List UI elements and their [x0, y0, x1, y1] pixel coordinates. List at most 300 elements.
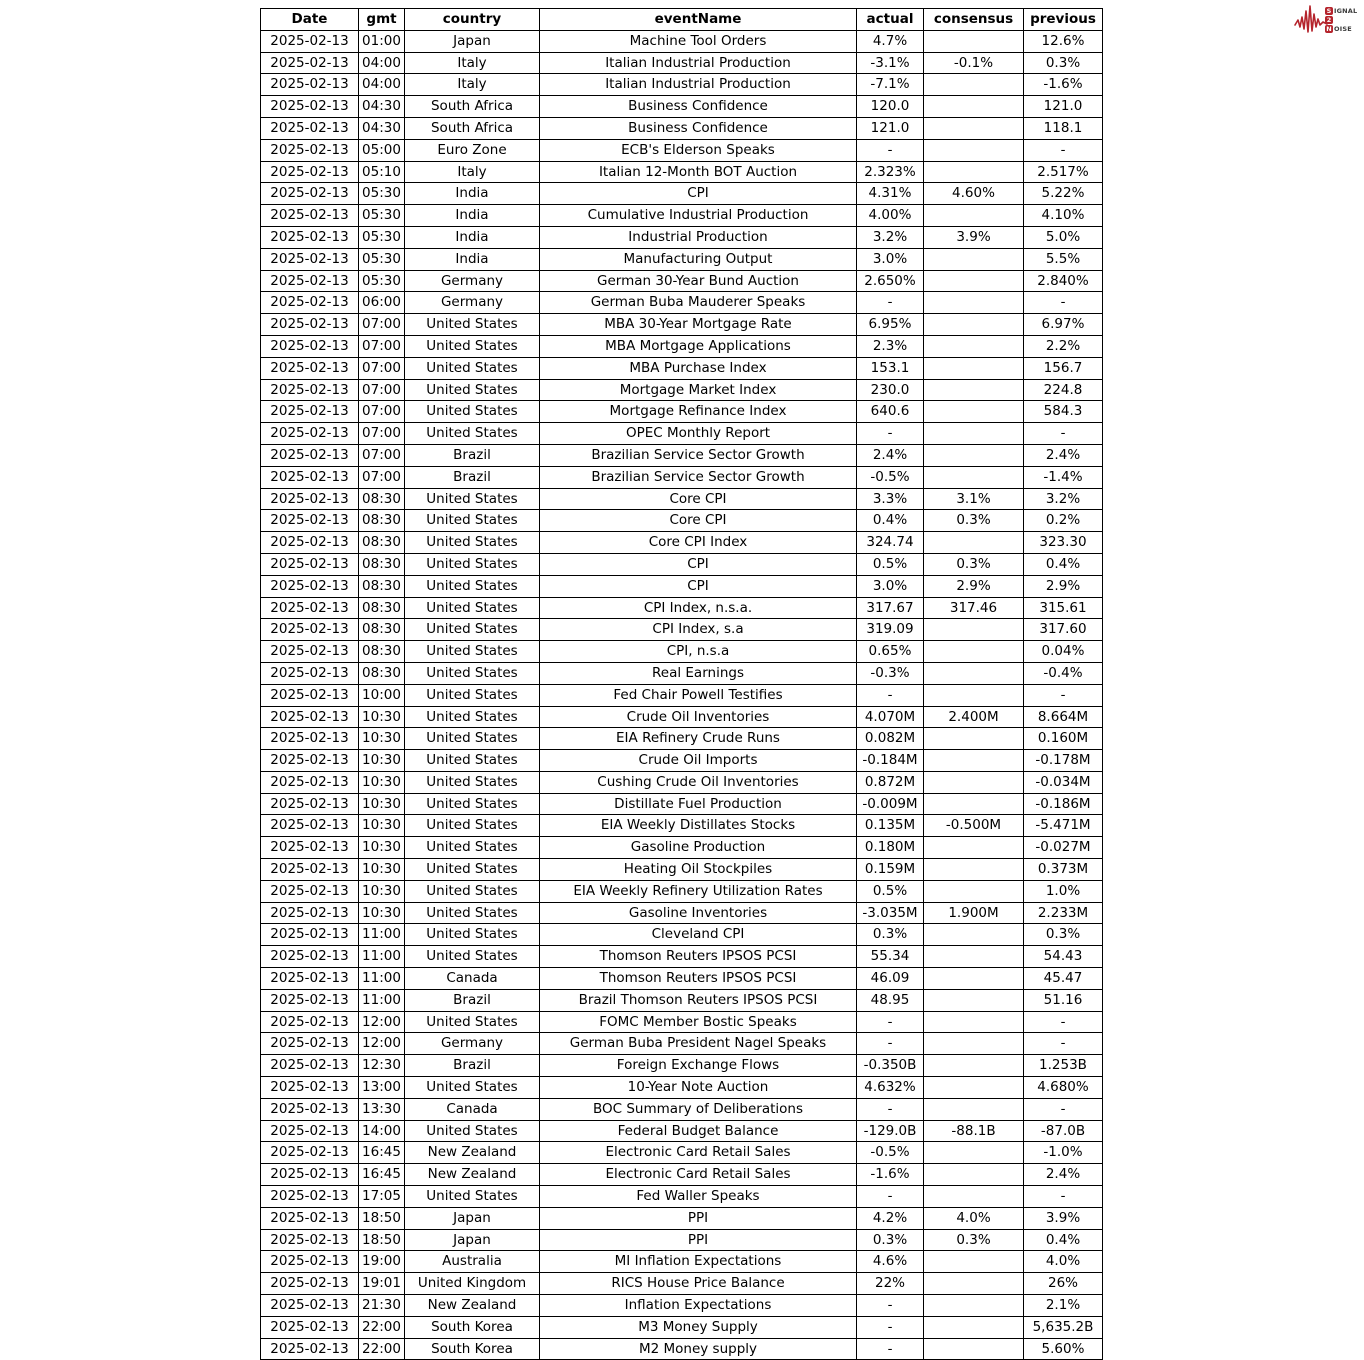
cell-event-name: Thomson Reuters IPSOS PCSI [540, 946, 857, 968]
table-row [261, 96, 1103, 118]
cell-date: 2025-02-13 [261, 335, 359, 357]
cell-gmt: 01:00 [359, 30, 405, 52]
cell-date: 2025-02-13 [261, 924, 359, 946]
cell-gmt: 05:30 [359, 270, 405, 292]
cell-event-name: Italian 12-Month BOT Auction [540, 161, 857, 183]
cell-gmt: 10:30 [359, 902, 405, 924]
cell-date: 2025-02-13 [261, 1338, 359, 1360]
cell-event-name: RICS House Price Balance [540, 1273, 857, 1295]
cell-actual: 6.95% [857, 314, 924, 336]
cell-event-name: Brazilian Service Sector Growth [540, 466, 857, 488]
cell-previous: 5.0% [1024, 226, 1103, 248]
cell-consensus: 0.3% [924, 553, 1024, 575]
column-header-event-name: eventName [540, 9, 857, 31]
table-row [261, 684, 1103, 706]
cell-gmt: 10:30 [359, 837, 405, 859]
cell-gmt: 14:00 [359, 1120, 405, 1142]
cell-previous: 2.1% [1024, 1295, 1103, 1317]
cell-event-name: M3 Money Supply [540, 1316, 857, 1338]
cell-consensus [924, 30, 1024, 52]
cell-gmt: 05:30 [359, 205, 405, 227]
cell-consensus [924, 1338, 1024, 1360]
table-row [261, 553, 1103, 575]
cell-date: 2025-02-13 [261, 117, 359, 139]
cell-actual: 640.6 [857, 401, 924, 423]
cell-consensus: 0.3% [924, 510, 1024, 532]
cell-date: 2025-02-13 [261, 1273, 359, 1295]
cell-country: United States [405, 641, 540, 663]
cell-gmt: 10:30 [359, 750, 405, 772]
cell-actual: -0.009M [857, 793, 924, 815]
cell-country: United States [405, 510, 540, 532]
cell-country: Japan [405, 1229, 540, 1251]
cell-actual: - [857, 423, 924, 445]
cell-gmt: 07:00 [359, 335, 405, 357]
cell-date: 2025-02-13 [261, 226, 359, 248]
cell-event-name: Italian Industrial Production [540, 74, 857, 96]
cell-previous: 2.4% [1024, 444, 1103, 466]
cell-actual: - [857, 1033, 924, 1055]
cell-actual: 3.0% [857, 248, 924, 270]
cell-consensus [924, 1098, 1024, 1120]
cell-country: New Zealand [405, 1295, 540, 1317]
cell-actual: - [857, 1011, 924, 1033]
cell-actual: 2.3% [857, 335, 924, 357]
table-row [261, 815, 1103, 837]
table-row [261, 1251, 1103, 1273]
cell-actual: 4.070M [857, 706, 924, 728]
cell-previous: -5.471M [1024, 815, 1103, 837]
cell-date: 2025-02-13 [261, 1316, 359, 1338]
cell-country: United States [405, 423, 540, 445]
logo-box-2: 2 [1326, 16, 1332, 24]
cell-consensus [924, 728, 1024, 750]
column-header-country: country [405, 9, 540, 31]
cell-date: 2025-02-13 [261, 488, 359, 510]
cell-event-name: Fed Chair Powell Testifies [540, 684, 857, 706]
cell-gmt: 07:00 [359, 357, 405, 379]
cell-event-name: MBA Mortgage Applications [540, 335, 857, 357]
economic-calendar-table [260, 8, 1103, 1360]
table-row [261, 1120, 1103, 1142]
cell-previous: 1.0% [1024, 880, 1103, 902]
waveform-icon [1294, 4, 1328, 36]
cell-actual: 4.7% [857, 30, 924, 52]
table-row [261, 619, 1103, 641]
cell-actual: 121.0 [857, 117, 924, 139]
cell-gmt: 08:30 [359, 553, 405, 575]
cell-gmt: 22:00 [359, 1316, 405, 1338]
cell-consensus [924, 750, 1024, 772]
cell-event-name: M2 Money supply [540, 1338, 857, 1360]
table-row [261, 248, 1103, 270]
table-row [261, 423, 1103, 445]
cell-event-name: EIA Refinery Crude Runs [540, 728, 857, 750]
table-row [261, 1273, 1103, 1295]
table-row [261, 1142, 1103, 1164]
cell-previous: 51.16 [1024, 989, 1103, 1011]
cell-previous: - [1024, 1186, 1103, 1208]
cell-previous: 0.3% [1024, 52, 1103, 74]
cell-actual: - [857, 1295, 924, 1317]
cell-gmt: 17:05 [359, 1186, 405, 1208]
cell-previous: 26% [1024, 1273, 1103, 1295]
cell-gmt: 07:00 [359, 466, 405, 488]
cell-gmt: 08:30 [359, 488, 405, 510]
cell-previous: 0.2% [1024, 510, 1103, 532]
cell-actual: - [857, 684, 924, 706]
cell-consensus [924, 1077, 1024, 1099]
cell-actual: -3.035M [857, 902, 924, 924]
cell-gmt: 04:00 [359, 52, 405, 74]
cell-gmt: 05:30 [359, 183, 405, 205]
cell-event-name: PPI [540, 1229, 857, 1251]
table-row [261, 74, 1103, 96]
cell-country: United States [405, 902, 540, 924]
cell-event-name: FOMC Member Bostic Speaks [540, 1011, 857, 1033]
cell-actual: 2.650% [857, 270, 924, 292]
cell-date: 2025-02-13 [261, 466, 359, 488]
cell-actual: -7.1% [857, 74, 924, 96]
cell-country: United States [405, 662, 540, 684]
cell-event-name: Thomson Reuters IPSOS PCSI [540, 968, 857, 990]
cell-consensus [924, 946, 1024, 968]
cell-previous: 12.6% [1024, 30, 1103, 52]
cell-country: United States [405, 859, 540, 881]
cell-country: United States [405, 553, 540, 575]
cell-consensus [924, 1011, 1024, 1033]
cell-country: Germany [405, 270, 540, 292]
cell-gmt: 13:30 [359, 1098, 405, 1120]
cell-event-name: Inflation Expectations [540, 1295, 857, 1317]
table-row [261, 1207, 1103, 1229]
cell-date: 2025-02-13 [261, 815, 359, 837]
cell-previous: 4.0% [1024, 1251, 1103, 1273]
cell-actual: 0.180M [857, 837, 924, 859]
cell-actual: -0.3% [857, 662, 924, 684]
cell-event-name: 10-Year Note Auction [540, 1077, 857, 1099]
table-row [261, 532, 1103, 554]
table-row [261, 989, 1103, 1011]
table-row [261, 270, 1103, 292]
cell-gmt: 07:00 [359, 401, 405, 423]
cell-previous: 2.233M [1024, 902, 1103, 924]
cell-previous: 2.2% [1024, 335, 1103, 357]
logo-line-signal [1325, 7, 1357, 15]
cell-actual: 4.00% [857, 205, 924, 227]
cell-country: Brazil [405, 989, 540, 1011]
cell-previous: -1.6% [1024, 74, 1103, 96]
cell-consensus [924, 1142, 1024, 1164]
cell-consensus: -0.500M [924, 815, 1024, 837]
cell-country: Japan [405, 30, 540, 52]
cell-previous: 4.680% [1024, 1077, 1103, 1099]
cell-consensus: 2.400M [924, 706, 1024, 728]
cell-event-name: BOC Summary of Deliberations [540, 1098, 857, 1120]
cell-event-name: Gasoline Production [540, 837, 857, 859]
cell-date: 2025-02-13 [261, 793, 359, 815]
cell-gmt: 08:30 [359, 662, 405, 684]
cell-country: Italy [405, 161, 540, 183]
cell-event-name: EIA Weekly Distillates Stocks [540, 815, 857, 837]
cell-previous: 5.5% [1024, 248, 1103, 270]
cell-actual: - [857, 139, 924, 161]
cell-previous: 0.160M [1024, 728, 1103, 750]
cell-consensus [924, 314, 1024, 336]
cell-country: United States [405, 488, 540, 510]
cell-country: United States [405, 946, 540, 968]
table-row [261, 139, 1103, 161]
cell-date: 2025-02-13 [261, 946, 359, 968]
cell-event-name: Heating Oil Stockpiles [540, 859, 857, 881]
cell-previous: 4.10% [1024, 205, 1103, 227]
cell-actual: -0.5% [857, 1142, 924, 1164]
cell-previous: -0.178M [1024, 750, 1103, 772]
cell-actual: 4.2% [857, 1207, 924, 1229]
table-row [261, 597, 1103, 619]
cell-event-name: EIA Weekly Refinery Utilization Rates [540, 880, 857, 902]
cell-country: United States [405, 750, 540, 772]
cell-gmt: 13:00 [359, 1077, 405, 1099]
cell-date: 2025-02-13 [261, 183, 359, 205]
cell-consensus [924, 401, 1024, 423]
cell-event-name: Distillate Fuel Production [540, 793, 857, 815]
cell-gmt: 10:30 [359, 793, 405, 815]
cell-event-name: Cleveland CPI [540, 924, 857, 946]
cell-consensus [924, 161, 1024, 183]
cell-consensus [924, 532, 1024, 554]
table-row [261, 205, 1103, 227]
cell-event-name: German Buba President Nagel Speaks [540, 1033, 857, 1055]
cell-consensus [924, 466, 1024, 488]
cell-actual: -3.1% [857, 52, 924, 74]
cell-actual: 2.323% [857, 161, 924, 183]
cell-gmt: 08:30 [359, 597, 405, 619]
cell-date: 2025-02-13 [261, 968, 359, 990]
cell-date: 2025-02-13 [261, 292, 359, 314]
cell-actual: 0.872M [857, 771, 924, 793]
table-row [261, 466, 1103, 488]
cell-actual: 4.6% [857, 1251, 924, 1273]
cell-gmt: 10:30 [359, 815, 405, 837]
cell-date: 2025-02-13 [261, 641, 359, 663]
cell-date: 2025-02-13 [261, 510, 359, 532]
cell-country: Germany [405, 292, 540, 314]
cell-gmt: 10:30 [359, 859, 405, 881]
cell-date: 2025-02-13 [261, 771, 359, 793]
table-row [261, 880, 1103, 902]
cell-actual: -1.6% [857, 1164, 924, 1186]
table-row [261, 335, 1103, 357]
cell-consensus [924, 924, 1024, 946]
column-header-actual: actual [857, 9, 924, 31]
cell-date: 2025-02-13 [261, 684, 359, 706]
table-row [261, 1229, 1103, 1251]
cell-country: Italy [405, 52, 540, 74]
cell-country: United States [405, 1120, 540, 1142]
cell-date: 2025-02-13 [261, 1011, 359, 1033]
cell-previous: 315.61 [1024, 597, 1103, 619]
cell-gmt: 05:10 [359, 161, 405, 183]
cell-gmt: 12:30 [359, 1055, 405, 1077]
cell-consensus [924, 1251, 1024, 1273]
table-row [261, 968, 1103, 990]
cell-consensus [924, 139, 1024, 161]
cell-consensus [924, 423, 1024, 445]
cell-consensus [924, 793, 1024, 815]
cell-event-name: Machine Tool Orders [540, 30, 857, 52]
cell-previous: - [1024, 1033, 1103, 1055]
cell-gmt: 08:30 [359, 532, 405, 554]
cell-date: 2025-02-13 [261, 1164, 359, 1186]
cell-previous: 5.22% [1024, 183, 1103, 205]
cell-country: United States [405, 728, 540, 750]
cell-actual: - [857, 1186, 924, 1208]
cell-event-name: CPI [540, 575, 857, 597]
cell-date: 2025-02-13 [261, 139, 359, 161]
cell-country: United States [405, 706, 540, 728]
cell-previous: 3.9% [1024, 1207, 1103, 1229]
cell-gmt: 19:00 [359, 1251, 405, 1273]
cell-actual: -0.5% [857, 466, 924, 488]
cell-actual: - [857, 1316, 924, 1338]
cell-country: United States [405, 532, 540, 554]
cell-gmt: 21:30 [359, 1295, 405, 1317]
cell-gmt: 04:30 [359, 117, 405, 139]
cell-country: United States [405, 597, 540, 619]
cell-date: 2025-02-13 [261, 1295, 359, 1317]
table-row [261, 924, 1103, 946]
cell-event-name: Core CPI Index [540, 532, 857, 554]
table-row [261, 750, 1103, 772]
cell-consensus [924, 96, 1024, 118]
cell-consensus [924, 335, 1024, 357]
cell-consensus: -88.1B [924, 1120, 1024, 1142]
cell-event-name: Manufacturing Output [540, 248, 857, 270]
cell-gmt: 10:30 [359, 728, 405, 750]
cell-date: 2025-02-13 [261, 96, 359, 118]
cell-event-name: Crude Oil Imports [540, 750, 857, 772]
cell-country: United States [405, 880, 540, 902]
cell-consensus: 317.46 [924, 597, 1024, 619]
cell-event-name: Core CPI [540, 510, 857, 532]
cell-actual: 4.632% [857, 1077, 924, 1099]
cell-actual: 317.67 [857, 597, 924, 619]
cell-previous: -87.0B [1024, 1120, 1103, 1142]
cell-consensus [924, 837, 1024, 859]
table-row [261, 52, 1103, 74]
cell-country: South Africa [405, 117, 540, 139]
cell-country: United States [405, 793, 540, 815]
cell-event-name: Electronic Card Retail Sales [540, 1142, 857, 1164]
signal2noise-logo [1294, 3, 1358, 37]
cell-consensus [924, 771, 1024, 793]
cell-gmt: 18:50 [359, 1229, 405, 1251]
cell-date: 2025-02-13 [261, 706, 359, 728]
cell-actual: 4.31% [857, 183, 924, 205]
cell-date: 2025-02-13 [261, 161, 359, 183]
cell-previous: 2.9% [1024, 575, 1103, 597]
table-row [261, 902, 1103, 924]
cell-actual: 2.4% [857, 444, 924, 466]
cell-event-name: Mortgage Refinance Index [540, 401, 857, 423]
cell-gmt: 06:00 [359, 292, 405, 314]
table-row [261, 444, 1103, 466]
cell-consensus [924, 292, 1024, 314]
cell-country: Euro Zone [405, 139, 540, 161]
table-header-row [261, 9, 1103, 31]
cell-event-name: MBA 30-Year Mortgage Rate [540, 314, 857, 336]
cell-country: Japan [405, 1207, 540, 1229]
cell-previous: -1.4% [1024, 466, 1103, 488]
table-row [261, 510, 1103, 532]
cell-country: United States [405, 619, 540, 641]
cell-event-name: MBA Purchase Index [540, 357, 857, 379]
cell-country: United States [405, 684, 540, 706]
table-row [261, 1055, 1103, 1077]
logo-box-n: N [1326, 25, 1332, 33]
cell-event-name: CPI Index, n.s.a. [540, 597, 857, 619]
cell-previous: 5,635.2B [1024, 1316, 1103, 1338]
cell-event-name: Core CPI [540, 488, 857, 510]
cell-consensus [924, 1055, 1024, 1077]
cell-date: 2025-02-13 [261, 859, 359, 881]
cell-consensus: 3.9% [924, 226, 1024, 248]
cell-previous: 323.30 [1024, 532, 1103, 554]
cell-actual: 0.159M [857, 859, 924, 881]
logo-line-2 [1325, 16, 1357, 24]
cell-event-name: German Buba Mauderer Speaks [540, 292, 857, 314]
table-row [261, 728, 1103, 750]
cell-event-name: Federal Budget Balance [540, 1120, 857, 1142]
cell-date: 2025-02-13 [261, 357, 359, 379]
cell-event-name: Brazil Thomson Reuters IPSOS PCSI [540, 989, 857, 1011]
cell-consensus [924, 1316, 1024, 1338]
cell-date: 2025-02-13 [261, 532, 359, 554]
cell-country: United States [405, 575, 540, 597]
cell-previous: 6.97% [1024, 314, 1103, 336]
cell-gmt: 16:45 [359, 1164, 405, 1186]
cell-country: New Zealand [405, 1164, 540, 1186]
cell-date: 2025-02-13 [261, 1055, 359, 1077]
cell-gmt: 04:30 [359, 96, 405, 118]
table-row [261, 706, 1103, 728]
cell-previous: 0.373M [1024, 859, 1103, 881]
cell-country: United Kingdom [405, 1273, 540, 1295]
cell-consensus: -0.1% [924, 52, 1024, 74]
cell-consensus [924, 1186, 1024, 1208]
cell-previous: 0.3% [1024, 924, 1103, 946]
cell-previous: 54.43 [1024, 946, 1103, 968]
cell-date: 2025-02-13 [261, 1098, 359, 1120]
table-row [261, 575, 1103, 597]
cell-previous: - [1024, 292, 1103, 314]
cell-gmt: 11:00 [359, 924, 405, 946]
cell-date: 2025-02-13 [261, 553, 359, 575]
cell-consensus [924, 662, 1024, 684]
cell-actual: 0.135M [857, 815, 924, 837]
cell-date: 2025-02-13 [261, 52, 359, 74]
cell-consensus: 4.0% [924, 1207, 1024, 1229]
table-row [261, 771, 1103, 793]
cell-date: 2025-02-13 [261, 248, 359, 270]
cell-country: United States [405, 314, 540, 336]
table-row [261, 1098, 1103, 1120]
logo-line-noise [1325, 25, 1357, 33]
cell-gmt: 22:00 [359, 1338, 405, 1360]
cell-date: 2025-02-13 [261, 1120, 359, 1142]
cell-consensus [924, 117, 1024, 139]
